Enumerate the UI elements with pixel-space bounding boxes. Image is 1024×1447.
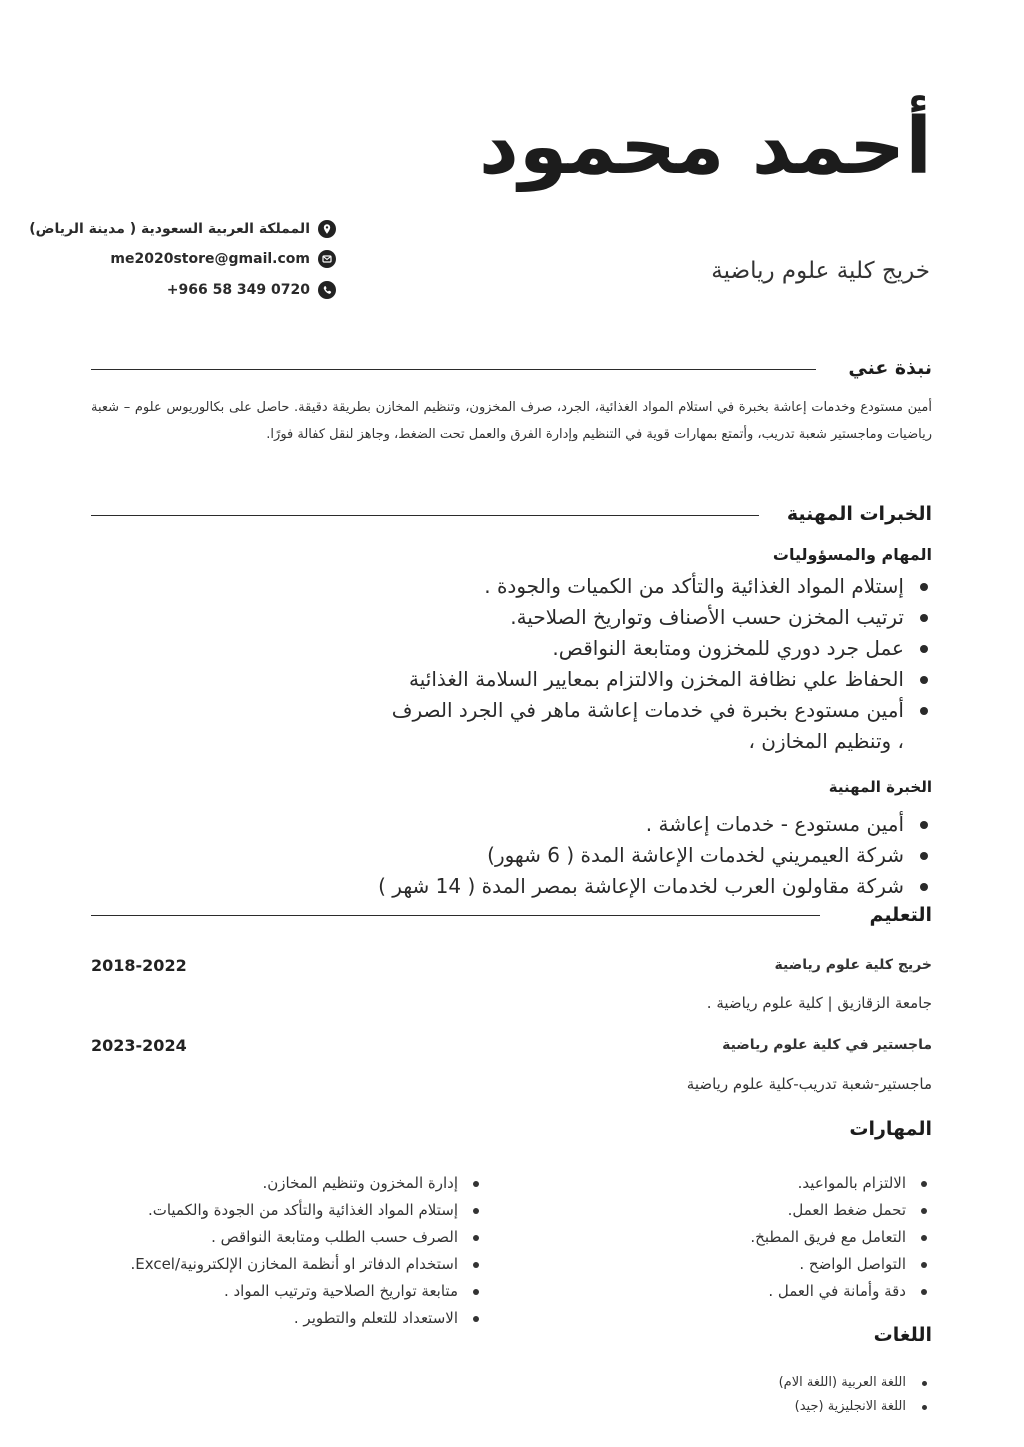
jobs-list xyxy=(332,809,932,902)
contact-location xyxy=(26,220,336,238)
languages-list xyxy=(779,1371,932,1419)
list-item: دقة وأمانة في العمل . xyxy=(750,1278,932,1305)
jobs-heading: الخبرة المهنية xyxy=(828,778,932,796)
duties-heading: المهام والمسؤوليات xyxy=(772,545,932,564)
list-item: الحفاظ علي نظافة المخزن والالتزام بمعايير السلامة الغذائية xyxy=(332,664,932,695)
education-desc-2: ماجستير-شعبة تدريب-كلية علوم رياضية xyxy=(686,1075,932,1093)
list-item: الالتزام بالمواعيد. xyxy=(750,1170,932,1197)
skills-list-soft xyxy=(750,1170,932,1305)
list-item: تحمل ضغط العمل. xyxy=(750,1197,932,1224)
list-item: عمل جرد دوري للمخزون ومتابعة النواقص. xyxy=(332,633,932,664)
experience-divider xyxy=(91,515,759,516)
list-item: الاستعداد للتعلم والتطوير . xyxy=(130,1305,484,1332)
education-divider xyxy=(91,915,820,916)
about-heading: نبذة عني xyxy=(848,357,932,379)
list-item: اللغة الانجليزية (جيد) xyxy=(779,1395,932,1419)
education-degree-2: ماجستير في كلية علوم رياضية xyxy=(722,1037,932,1053)
phone-text[interactable]: +966 58 349 0720 xyxy=(166,282,310,298)
list-item: شركة العيمريني لخدمات الإعاشة المدة ( 6 شهور) xyxy=(332,840,932,871)
email-text[interactable]: me2020store@gmail.com xyxy=(110,251,310,267)
list-item: إستلام المواد الغذائية والتأكد من الكميات والجودة . xyxy=(332,571,932,602)
list-item: التعامل مع فريق المطبخ. xyxy=(750,1224,932,1251)
location-text: المملكة العربية السعودية ( مدينة الرياض) xyxy=(29,221,310,237)
list-item: شركة مقاولون العرب لخدمات الإعاشة بمصر المدة ( 14 شهر ) xyxy=(332,871,932,902)
list-item: إستلام المواد الغذائية والتأكد من الجودة والكميات. xyxy=(130,1197,484,1224)
education-degree-1: خريج كلية علوم رياضية xyxy=(774,957,932,973)
experience-heading: الخبرات المهنية xyxy=(786,503,932,525)
about-divider xyxy=(91,369,816,370)
contact-phone[interactable] xyxy=(26,281,336,299)
envelope-icon xyxy=(318,250,336,268)
about-text: أمين مستودع وخدمات إعاشة بخبرة في استلام المواد الغذائية، الجرد، صرف المخزون، وتنظيم المخازن بطريقة دقيقة. حاصل على بكالوريوس علوم – شعبة رياضيات وماجستير شعبة تدريب، وأتمتع بمهارات قوية في التنظيم وإدارة الفرق والعمل تحت الضغط، وجاهز لنقل كفالة فورًا. xyxy=(91,400,932,442)
list-item: استخدام الدفاتر او أنظمة المخازن الإلكترونية/Excel. xyxy=(130,1251,484,1278)
languages-heading: اللغات xyxy=(873,1324,932,1346)
list-item: الصرف حسب الطلب ومتابعة النواقص . xyxy=(130,1224,484,1251)
list-item: ترتيب المخزن حسب الأصناف وتواريخ الصلاحية. xyxy=(332,602,932,633)
phone-icon xyxy=(318,281,336,299)
duties-list xyxy=(332,571,932,757)
education-desc-1: جامعة الزقازيق | كلية علوم رياضية . xyxy=(706,994,932,1012)
skills-heading: المهارات xyxy=(849,1118,932,1140)
list-item: أمين مستودع بخبرة في خدمات إعاشة ماهر في الجرد الصرف ، وتنظيم المخازن ، xyxy=(384,695,932,757)
list-item: أمين مستودع - خدمات إعاشة . xyxy=(332,809,932,840)
education-dates-2: 2023-2024 xyxy=(91,1036,187,1055)
skills-list-technical xyxy=(130,1170,484,1332)
list-item: متابعة تواريخ الصلاحية وترتيب المواد . xyxy=(130,1278,484,1305)
contact-email[interactable] xyxy=(26,250,336,268)
candidate-name: أحمد محمود xyxy=(478,102,932,192)
list-item: اللغة العربية (اللغة الام) xyxy=(779,1371,932,1395)
list-item: التواصل الواضح . xyxy=(750,1251,932,1278)
list-item: إدارة المخزون وتنظيم المخازن. xyxy=(130,1170,484,1197)
location-pin-icon xyxy=(318,220,336,238)
education-dates-1: 2018-2022 xyxy=(91,956,187,975)
education-heading: التعليم xyxy=(869,904,932,926)
candidate-title: خريج كلية علوم رياضية xyxy=(711,258,930,284)
